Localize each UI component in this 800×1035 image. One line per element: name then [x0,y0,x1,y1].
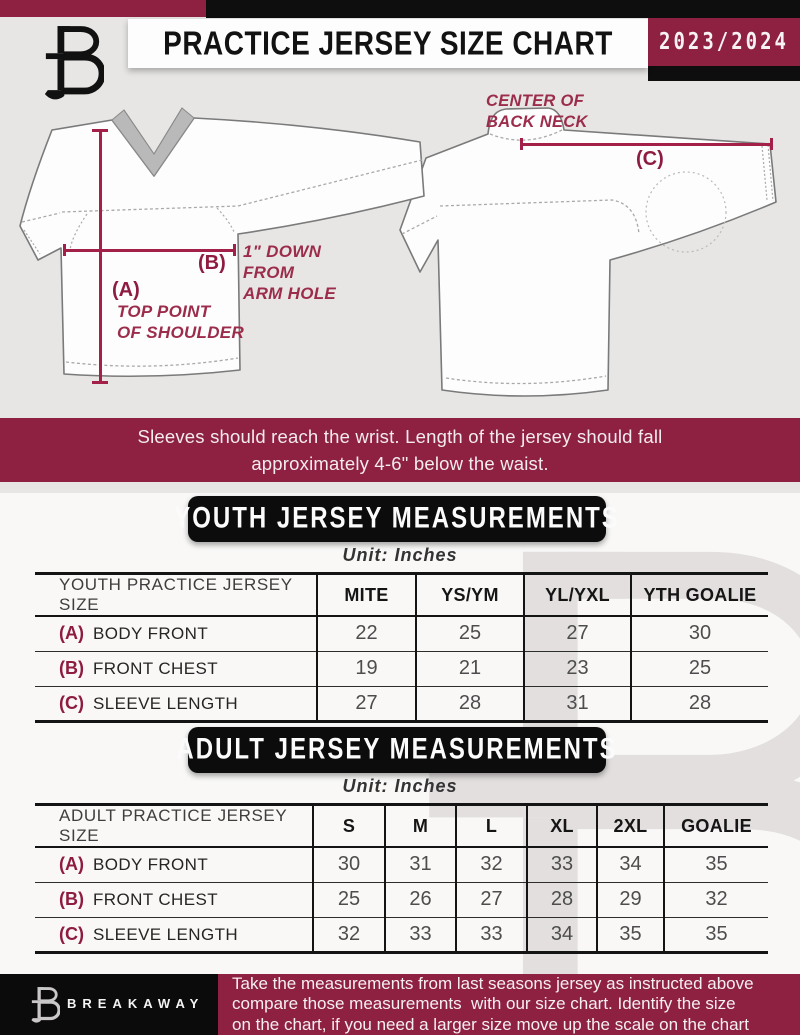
cell-value: 30 [313,847,385,882]
measure-line-c-right-cap [770,138,773,150]
youth-size-table [35,572,768,723]
jersey-back-diagram [396,84,800,422]
cell-value: 35 [664,847,768,882]
cell-value: 27 [524,616,631,651]
breakaway-b-logo [42,20,104,102]
youth-section-title: YOUTH JERSEY MEASUREMENTS [174,501,620,535]
youth-row-front-chest [35,651,768,686]
adult-unit-label: Unit: Inches [342,776,458,796]
youth-col-ylyxl: YL/YXL [524,574,631,617]
page-title: PRACTICE JERSEY SIZE CHART [163,24,613,62]
adult-col-size: ADULT PRACTICE JERSEY SIZE [59,806,287,845]
row-key: (B) [59,889,84,909]
adult-col-xl: XL [527,805,597,848]
row-label: SLEEVE LENGTH [93,924,239,944]
measure-line-a [99,130,102,383]
cell-value: 33 [527,847,597,882]
adult-col-2xl: 2XL [597,805,664,848]
row-key: (A) [59,854,84,875]
cell-value: 23 [524,651,631,686]
youth-col-mite: MITE [317,574,416,617]
footer-instruction-line1: Take the measurements from last seasons jersey as instructed above [232,974,754,994]
fit-notice-line2: approximately 4-6" below the waist. [251,453,549,474]
row-key: (C) [59,923,84,944]
cell-value: 25 [313,882,385,917]
youth-header-row [35,574,768,617]
adult-size-table [35,803,768,954]
cell-value: 33 [385,917,456,952]
footer-instruction-line2: compare those measurements with our size chart. Identify the size [232,994,736,1014]
cell-value: 31 [385,847,456,882]
youth-section-banner [174,496,620,542]
cell-value: 21 [416,651,524,686]
youth-col-ysym: YS/YM [416,574,524,617]
footer-brand-panel [0,974,218,1035]
breakaway-b-logo-footer [30,984,60,1024]
adult-row-front-chest [35,882,768,917]
adult-col-s: S [313,805,385,848]
footer-instructions-panel [218,974,800,1035]
youth-col-size: YOUTH PRACTICE JERSEY SIZE [59,575,293,614]
footer-instruction-line3: on the chart, if you need a larger size move up the scale on the chart [232,1014,749,1034]
cell-value: 27 [317,686,416,721]
brand-name: BREAKAWAY [67,996,205,1011]
cell-value: 35 [664,917,768,952]
measure-line-c-left-cap [520,138,523,150]
fit-notice-line1: Sleeves should reach the wrist. Length of the jersey should fall [137,426,663,447]
cell-value: 27 [456,882,527,917]
youth-row-sleeve-length [35,686,768,721]
cell-value: 29 [597,882,664,917]
season-badge [648,18,800,66]
label-c: (C) [636,148,664,170]
measure-line-b-left-cap [63,244,66,256]
row-label: FRONT CHEST [93,659,218,678]
cell-value: 33 [456,917,527,952]
row-key: (B) [59,658,84,678]
cell-value: 32 [456,847,527,882]
cell-value: 34 [597,847,664,882]
youth-row-body-front [35,616,768,651]
row-key: (C) [59,692,84,713]
row-label: FRONT CHEST [93,890,218,909]
cell-value: 19 [317,651,416,686]
adult-row-sleeve-length [35,917,768,952]
adult-col-goalie: GOALIE [664,805,768,848]
adult-section-title: ADULT JERSEY MEASUREMENTS [176,732,618,766]
cell-value: 26 [385,882,456,917]
cell-value: 28 [527,882,597,917]
cell-value: 31 [524,686,631,721]
label-b-note: 1" DOWN FROM ARM HOLE [243,242,337,303]
youth-unit-label: Unit: Inches [342,545,458,565]
cell-value: 28 [631,686,768,721]
header-maroon-strip [0,0,206,17]
measure-line-c [520,143,773,146]
title-bar [128,19,648,68]
cell-value: 28 [416,686,524,721]
adult-row-body-front [35,847,768,882]
cell-value: 22 [317,616,416,651]
measure-line-a-bottom-cap [92,381,108,384]
label-c-note: CENTER OF BACK NECK [486,92,588,131]
cell-value: 34 [527,917,597,952]
adult-header-row [35,805,768,848]
cell-value: 30 [631,616,768,651]
cell-value: 32 [664,882,768,917]
label-b: (B) [198,252,226,274]
season-label: 2023/2024 [659,28,789,56]
fit-notice-banner [0,418,800,482]
measure-line-b-right-cap [233,244,236,256]
cell-value: 35 [597,917,664,952]
measure-line-a-top-cap [92,129,108,132]
adult-col-m: M [385,805,456,848]
adult-section-banner [176,727,618,773]
cell-value: 25 [416,616,524,651]
adult-col-l: L [456,805,527,848]
row-label: SLEEVE LENGTH [93,693,239,713]
cell-value: 32 [313,917,385,952]
row-label: BODY FRONT [93,624,209,644]
youth-col-goalie: YTH GOALIE [631,574,768,617]
cell-value: 25 [631,651,768,686]
row-key: (A) [59,623,84,644]
label-a: (A) [112,279,140,301]
label-a-note: TOP POINT OF SHOULDER [117,302,245,342]
row-label: BODY FRONT [93,855,209,875]
